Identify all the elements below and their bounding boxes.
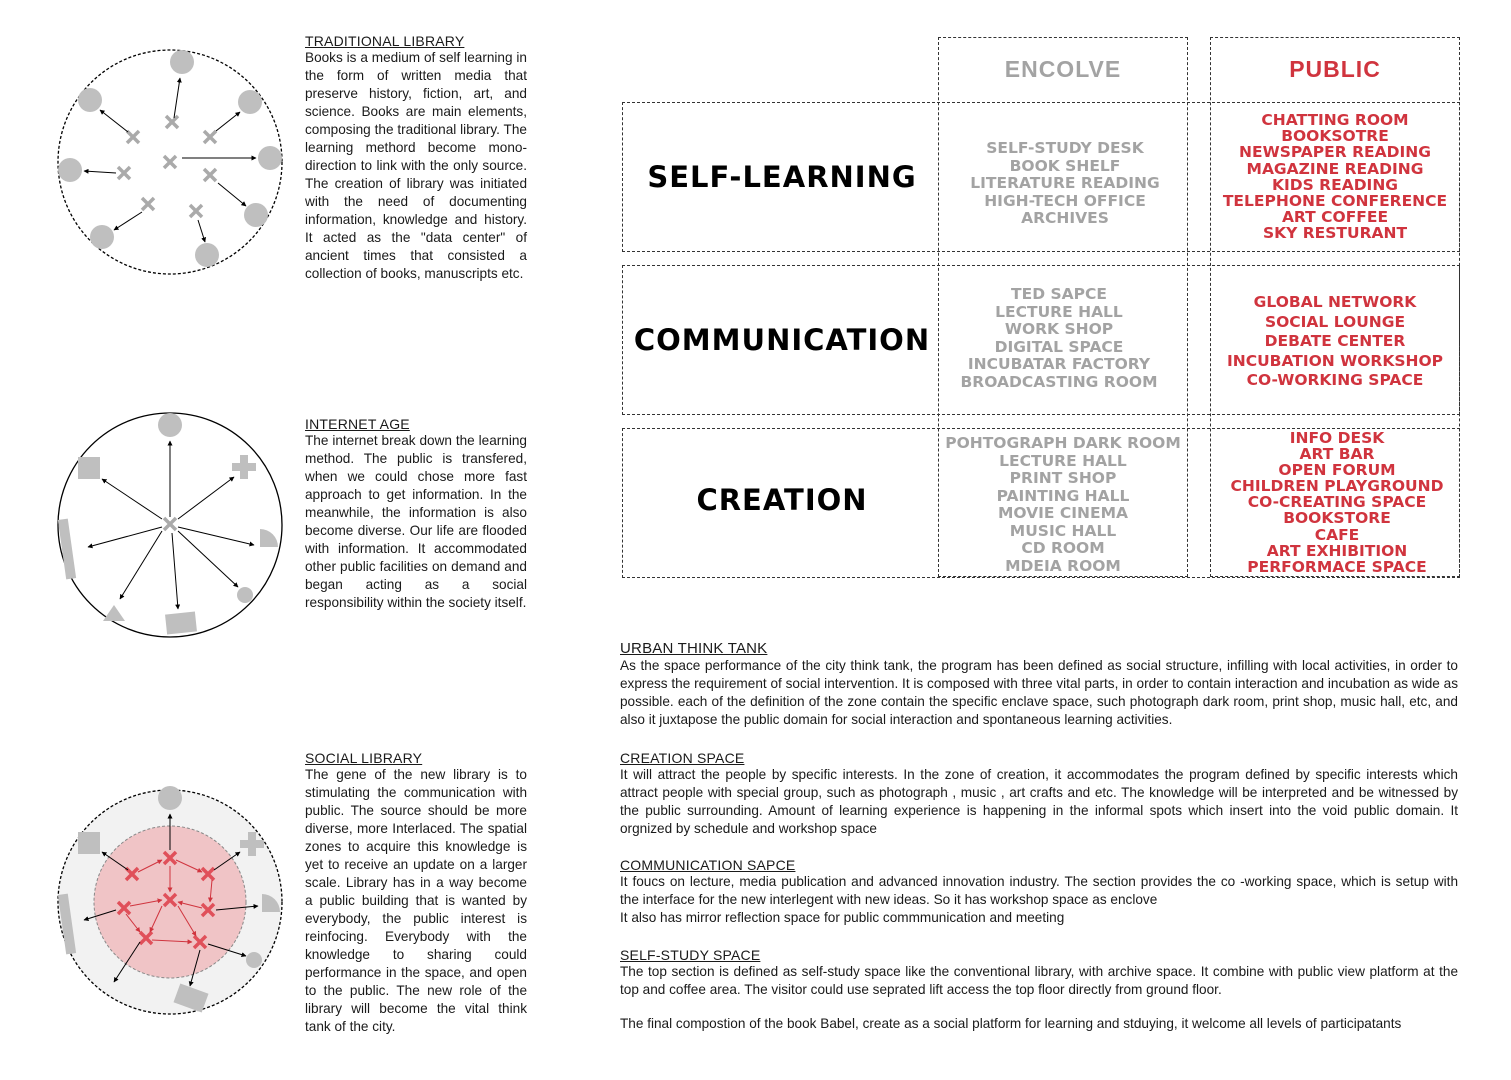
list-item: CO-WORKING SPACE xyxy=(1246,371,1424,389)
list-item: PRINT SHOP xyxy=(1009,469,1117,487)
list-item: DIGITAL SPACE xyxy=(994,337,1124,356)
list-item: HIGH-TECH OFFICE xyxy=(984,191,1146,210)
social-library-section xyxy=(305,750,527,1036)
list-item: CHATTING ROOM xyxy=(1261,111,1409,129)
list-item: CD ROOM xyxy=(1021,539,1105,557)
list-item: ART EXHIBITION xyxy=(1266,541,1408,560)
creation-public-list xyxy=(1212,430,1462,575)
communication-space-section xyxy=(620,857,1458,927)
list-item: WORK SHOP xyxy=(1004,320,1114,338)
list-item: GLOBAL NETWORK xyxy=(1253,293,1417,311)
section-title: SOCIAL LIBRARY xyxy=(305,750,423,766)
communication-enclave-list xyxy=(934,286,1184,391)
section-body: It foucs on lecture, media publication and advanced innovation industry. The section provides the co -working space, which is setup with the interface for the new interlegent with new ideas. So it has workshop space as enclove xyxy=(620,874,1458,907)
internet-age-section xyxy=(305,416,527,612)
self-study-space-section xyxy=(620,947,1458,1033)
public-column-header: PUBLIC xyxy=(1289,56,1381,82)
list-item: BOOKSTORE xyxy=(1283,509,1391,528)
section-body: Books is a medium of self learning in the form of written media that preserve history, fiction, art, and science. Books are main elements, composing the traditional library. The learning methord become mono-direction to link with the only source. The creation of library was initiated with the need of documenting information, knowledge and history. It acted as the "data center" of ancient times that consisted a collection of books, manuscripts etc. xyxy=(305,50,527,281)
list-item: CAFE xyxy=(1314,525,1360,544)
list-item: ARCHIVES xyxy=(1021,209,1109,227)
creation-space-section xyxy=(620,750,1458,838)
section-body: The internet break down the learning method. The public is transfered, when we could chose more fast approach to get information. In the meanwhile, the information is also become diverse. Our life are flooded with information. It accommodated other public facilities on demand and began acting as a social responsibility within the society itself. xyxy=(305,433,527,610)
traditional-library-section xyxy=(305,33,527,283)
section-title: COMMUNICATION SAPCE xyxy=(620,857,796,873)
list-item: LECTURE HALL xyxy=(999,451,1127,470)
section-title: INTERNET AGE xyxy=(305,416,410,432)
list-item: TED SAPCE xyxy=(1011,285,1107,303)
list-item: MUSIC HALL xyxy=(1009,521,1117,540)
list-item: INCUBATAR FACTORY xyxy=(967,355,1151,373)
social-library-diagram xyxy=(50,782,290,1022)
section-title: CREATION SPACE xyxy=(620,750,745,766)
list-item: LITERATURE READING xyxy=(970,174,1160,192)
list-item: TELEPHONE CONFERENCE xyxy=(1222,192,1448,211)
list-item: KIDS READING xyxy=(1271,175,1399,194)
self-learning-public-list xyxy=(1210,112,1460,242)
list-item: INCUBATION WORKSHOP xyxy=(1226,351,1444,370)
list-item: MAGAZINE READING xyxy=(1246,159,1424,178)
section-body: The gene of the new library is to stimulating the communication with public. The source should be more diverse, more Interlaced. The spatial zones to acquire this knowledge is yet to receive an update on a larger scale. Library has in a way become a public building that is wanted by everybody, the public interest is reinfocing. Everybody with the knowledge to sharing could performance in the space, and open to the public. The new role of the library will become the vital think tank of the city. xyxy=(305,767,527,1034)
communication-public-list xyxy=(1210,293,1460,391)
self-learning-enclave-list xyxy=(940,140,1190,228)
traditional-library-diagram xyxy=(50,40,290,280)
section-body: It will attract the people by specific interests. In the zone of creation, it accommodates the program defined by specific interests which attract people with special group, such as photograph , music , art crafts and etc. The knowledge will be interpreted and be witnessed by the public surrounding. Amount of learning experience is happening in the informal spots which insert into the void public domain. It orgnized by schedule and workshop space xyxy=(620,767,1458,836)
list-item: MDEIA ROOM xyxy=(1005,556,1121,575)
list-item: ART COFFEE xyxy=(1281,208,1389,227)
creation-enclave-list xyxy=(938,435,1188,575)
section-body-2: The final compostion of the book Babel, create as a social platform for learning and stduying, it welcome all levels of participatants xyxy=(620,1016,1402,1031)
section-body: The top section is defined as self-study space like the conventional library, with archive space. It combine with public view platform at the top and coffee area. The visitor could use seprated lift access the top floor directly from ground floor. xyxy=(620,964,1458,997)
list-item: ART BAR xyxy=(1299,445,1375,464)
internet-age-diagram xyxy=(50,405,290,645)
row-label-communication: COMMUNICATION xyxy=(633,323,931,357)
list-item: MOVIE CINEMA xyxy=(997,504,1129,522)
section-title: TRADITIONAL LIBRARY xyxy=(305,33,465,49)
list-item: SKY RESTURANT xyxy=(1262,224,1408,243)
list-item: LECTURE HALL xyxy=(995,302,1123,321)
list-item: DEBATE CENTER xyxy=(1264,332,1406,350)
section-body-2: It also has mirror reflection space for public commmunication and meeting xyxy=(620,910,1065,925)
list-item: SELF-STUDY DESK xyxy=(986,139,1144,157)
list-item: SOCIAL LOUNGE xyxy=(1264,312,1406,331)
list-item: CHILDREN PLAYGROUND xyxy=(1230,477,1444,496)
row-label-creation: CREATION xyxy=(696,483,868,517)
list-item: NEWSPAPER READING xyxy=(1239,143,1431,162)
section-body: As the space performance of the city think tank, the program has been defined as social structure, infilling with local activities, in order to express the requirement of social intervention. It is composed with three vital parts, in order to contain interaction and incubation as wide as possible. each of the definition of the zone contain the specific enclave space, such photograph dark room, print shop, music hall, etc, and also it juxtapose the public domain for social interaction and spontaneous learning activities. xyxy=(620,658,1458,727)
list-item: BROADCASTING ROOM xyxy=(960,372,1158,391)
list-item: PAINTING HALL xyxy=(996,486,1130,505)
section-title: URBAN THINK TANK xyxy=(620,640,768,657)
enclave-column-header: ENCOLVE xyxy=(1004,56,1122,82)
row-label-self-learning: SELF-LEARNING xyxy=(647,160,917,194)
list-item: BOOK SHELF xyxy=(1009,156,1121,175)
list-item: POHTOGRAPH DARK ROOM xyxy=(945,434,1181,452)
list-item: BOOKSOTRE xyxy=(1281,127,1389,146)
list-item: OPEN FORUM xyxy=(1278,461,1396,480)
urban-think-tank-section xyxy=(620,640,1458,729)
list-item: PERFORMACE SPACE xyxy=(1247,557,1427,576)
section-title: SELF-STUDY SPACE xyxy=(620,947,761,963)
list-item: INFO DESK xyxy=(1289,429,1385,447)
list-item: CO-CREATING SPACE xyxy=(1247,493,1427,512)
